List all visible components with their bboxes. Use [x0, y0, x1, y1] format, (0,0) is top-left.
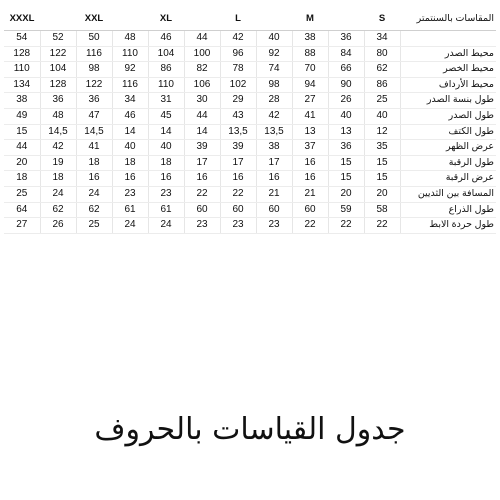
measurement-value-cell: 98 — [256, 77, 292, 93]
measurement-label-cell: طول بنسة الصدر — [400, 93, 496, 109]
table-row — [4, 108, 496, 124]
measurement-value-cell: 116 — [76, 46, 112, 62]
measurement-value-cell: 31 — [148, 93, 184, 109]
measurement-value-cell: 88 — [292, 46, 328, 62]
measurement-value-cell: 22 — [328, 218, 364, 234]
measurement-value-cell: 42 — [220, 31, 256, 47]
measurement-label-cell: محيط الخصر — [400, 62, 496, 78]
measurement-value-cell: 110 — [4, 62, 40, 78]
measurement-value-cell: 44 — [184, 108, 220, 124]
measurement-value-cell: 106 — [184, 77, 220, 93]
measurement-value-cell: 16 — [148, 171, 184, 187]
measurement-value-cell: 28 — [256, 93, 292, 109]
size-header-cell: S — [364, 8, 400, 31]
measurement-value-cell: 84 — [328, 46, 364, 62]
measurement-value-cell: 52 — [40, 31, 76, 47]
measurement-value-cell: 36 — [40, 93, 76, 109]
measurement-value-cell: 128 — [40, 77, 76, 93]
measurement-value-cell: 44 — [184, 31, 220, 47]
measurement-label-cell: طول حردة الابط — [400, 218, 496, 234]
measurement-value-cell: 14,5 — [76, 124, 112, 140]
measurement-value-cell: 17 — [184, 155, 220, 171]
measurement-value-cell: 64 — [4, 202, 40, 218]
measurement-value-cell: 23 — [220, 218, 256, 234]
measurement-value-cell: 98 — [76, 62, 112, 78]
measurement-value-cell: 61 — [112, 202, 148, 218]
measurement-value-cell: 22 — [220, 186, 256, 202]
measurement-value-cell: 38 — [292, 31, 328, 47]
measurement-value-cell: 18 — [4, 171, 40, 187]
measurement-value-cell: 23 — [148, 186, 184, 202]
measurement-value-cell: 40 — [328, 108, 364, 124]
measurement-value-cell: 110 — [148, 77, 184, 93]
size-header-cell: M — [292, 8, 328, 31]
measurement-value-cell: 42 — [40, 140, 76, 156]
measurement-unit-header: المقاسات بالسنتمتر — [400, 8, 496, 31]
measurement-value-cell: 24 — [76, 186, 112, 202]
measurement-value-cell: 59 — [328, 202, 364, 218]
measurement-value-cell: 36 — [328, 31, 364, 47]
measurement-value-cell: 16 — [76, 171, 112, 187]
measurement-value-cell: 22 — [364, 218, 400, 234]
measurement-value-cell: 62 — [76, 202, 112, 218]
table-row — [4, 31, 496, 47]
measurement-value-cell: 15 — [4, 124, 40, 140]
table-row — [4, 186, 496, 202]
measurement-value-cell: 26 — [40, 218, 76, 234]
measurement-value-cell: 13 — [292, 124, 328, 140]
measurement-value-cell: 24 — [40, 186, 76, 202]
size-header-cell — [40, 8, 76, 31]
measurement-value-cell: 23 — [184, 218, 220, 234]
measurement-value-cell: 13,5 — [220, 124, 256, 140]
measurement-value-cell: 104 — [148, 46, 184, 62]
table-row — [4, 155, 496, 171]
measurement-value-cell: 38 — [4, 93, 40, 109]
measurement-value-cell: 78 — [220, 62, 256, 78]
measurement-value-cell: 60 — [292, 202, 328, 218]
measurement-value-cell: 15 — [364, 155, 400, 171]
measurement-value-cell: 21 — [256, 186, 292, 202]
measurement-value-cell: 18 — [148, 155, 184, 171]
measurement-value-cell: 54 — [4, 31, 40, 47]
measurement-value-cell: 14,5 — [40, 124, 76, 140]
measurement-value-cell: 122 — [76, 77, 112, 93]
measurement-value-cell: 16 — [292, 155, 328, 171]
measurement-value-cell: 82 — [184, 62, 220, 78]
measurement-value-cell: 40 — [112, 140, 148, 156]
measurement-value-cell: 22 — [184, 186, 220, 202]
measurement-value-cell: 60 — [184, 202, 220, 218]
measurement-value-cell: 46 — [148, 31, 184, 47]
measurement-value-cell: 16 — [256, 171, 292, 187]
measurement-value-cell: 90 — [328, 77, 364, 93]
measurement-value-cell: 23 — [256, 218, 292, 234]
measurement-value-cell: 96 — [220, 46, 256, 62]
size-header-cell: L — [220, 8, 256, 31]
measurement-value-cell: 48 — [40, 108, 76, 124]
measurement-value-cell: 134 — [4, 77, 40, 93]
size-chart-table — [4, 8, 496, 234]
measurement-value-cell: 17 — [220, 155, 256, 171]
table-row — [4, 46, 496, 62]
size-header-row — [4, 8, 496, 31]
measurement-value-cell: 18 — [112, 155, 148, 171]
measurement-value-cell: 13,5 — [256, 124, 292, 140]
table-row — [4, 140, 496, 156]
measurement-value-cell: 19 — [40, 155, 76, 171]
measurement-value-cell: 24 — [148, 218, 184, 234]
measurement-label-cell: طول الكتف — [400, 124, 496, 140]
size-chart-sheet — [0, 0, 500, 230]
measurement-label-cell: طول الصدر — [400, 108, 496, 124]
measurement-value-cell: 20 — [364, 186, 400, 202]
table-row — [4, 218, 496, 234]
measurement-value-cell: 41 — [292, 108, 328, 124]
size-header-cell — [256, 8, 292, 31]
measurement-value-cell: 36 — [328, 140, 364, 156]
measurement-value-cell: 122 — [40, 46, 76, 62]
measurement-value-cell: 38 — [256, 140, 292, 156]
measurement-value-cell: 30 — [184, 93, 220, 109]
size-table-body — [4, 31, 496, 234]
measurement-value-cell: 48 — [112, 31, 148, 47]
measurement-value-cell: 22 — [292, 218, 328, 234]
measurement-value-cell: 25 — [364, 93, 400, 109]
measurement-value-cell: 18 — [40, 171, 76, 187]
measurement-value-cell: 42 — [256, 108, 292, 124]
measurement-value-cell: 17 — [256, 155, 292, 171]
measurement-value-cell: 50 — [76, 31, 112, 47]
measurement-label-cell: عرض الظهر — [400, 140, 496, 156]
measurement-value-cell: 44 — [4, 140, 40, 156]
measurement-value-cell: 21 — [292, 186, 328, 202]
measurement-value-cell: 20 — [328, 186, 364, 202]
measurement-value-cell: 12 — [364, 124, 400, 140]
size-header-cell: XL — [148, 8, 184, 31]
measurement-value-cell: 16 — [292, 171, 328, 187]
page-caption: جدول القياسات بالحروف — [94, 412, 406, 447]
measurement-value-cell: 14 — [184, 124, 220, 140]
measurement-value-cell: 18 — [76, 155, 112, 171]
measurement-value-cell: 45 — [148, 108, 184, 124]
measurement-value-cell: 60 — [256, 202, 292, 218]
measurement-value-cell: 58 — [364, 202, 400, 218]
measurement-value-cell: 15 — [328, 171, 364, 187]
size-header-cell: XXL — [76, 8, 112, 31]
size-header-cell — [112, 8, 148, 31]
measurement-value-cell: 49 — [4, 108, 40, 124]
measurement-value-cell: 128 — [4, 46, 40, 62]
measurement-value-cell: 34 — [112, 93, 148, 109]
measurement-value-cell: 104 — [40, 62, 76, 78]
measurement-value-cell: 46 — [112, 108, 148, 124]
table-row — [4, 62, 496, 78]
measurement-value-cell: 92 — [112, 62, 148, 78]
measurement-value-cell: 94 — [292, 77, 328, 93]
measurement-value-cell: 14 — [112, 124, 148, 140]
measurement-value-cell: 37 — [292, 140, 328, 156]
table-row — [4, 202, 496, 218]
measurement-value-cell: 13 — [328, 124, 364, 140]
measurement-value-cell: 86 — [364, 77, 400, 93]
measurement-value-cell: 24 — [112, 218, 148, 234]
measurement-value-cell: 16 — [112, 171, 148, 187]
measurement-value-cell: 16 — [184, 171, 220, 187]
measurement-value-cell: 15 — [364, 171, 400, 187]
measurement-value-cell: 25 — [76, 218, 112, 234]
measurement-label-cell: طول الذراع — [400, 202, 496, 218]
measurement-value-cell: 62 — [40, 202, 76, 218]
measurement-value-cell: 47 — [76, 108, 112, 124]
measurement-value-cell: 40 — [256, 31, 292, 47]
measurement-label-cell: عرض الرقبة — [400, 171, 496, 187]
table-row — [4, 93, 496, 109]
size-header-cell — [328, 8, 364, 31]
measurement-value-cell: 40 — [148, 140, 184, 156]
measurement-label-cell: محيط الأرداف — [400, 77, 496, 93]
measurement-value-cell: 20 — [4, 155, 40, 171]
measurement-value-cell: 36 — [76, 93, 112, 109]
measurement-value-cell: 80 — [364, 46, 400, 62]
measurement-value-cell: 116 — [112, 77, 148, 93]
measurement-value-cell: 14 — [148, 124, 184, 140]
measurement-value-cell: 62 — [364, 62, 400, 78]
measurement-value-cell: 40 — [364, 108, 400, 124]
measurement-value-cell: 61 — [148, 202, 184, 218]
measurement-label-cell: المسافة بين الثديين — [400, 186, 496, 202]
table-row — [4, 77, 496, 93]
measurement-value-cell: 23 — [112, 186, 148, 202]
table-row — [4, 171, 496, 187]
measurement-value-cell: 102 — [220, 77, 256, 93]
size-header-cell: XXXL — [4, 8, 40, 31]
measurement-value-cell: 29 — [220, 93, 256, 109]
size-header-cell — [184, 8, 220, 31]
measurement-label-cell: طول الرقبة — [400, 155, 496, 171]
measurement-value-cell: 39 — [184, 140, 220, 156]
measurement-value-cell: 26 — [328, 93, 364, 109]
measurement-label-cell: محيط الصدر — [400, 46, 496, 62]
measurement-value-cell: 43 — [220, 108, 256, 124]
measurement-value-cell: 86 — [148, 62, 184, 78]
measurement-value-cell: 70 — [292, 62, 328, 78]
measurement-value-cell: 41 — [76, 140, 112, 156]
measurement-value-cell: 34 — [364, 31, 400, 47]
measurement-value-cell: 27 — [4, 218, 40, 234]
measurement-value-cell: 35 — [364, 140, 400, 156]
measurement-value-cell: 100 — [184, 46, 220, 62]
measurement-value-cell: 60 — [220, 202, 256, 218]
measurement-value-cell: 66 — [328, 62, 364, 78]
measurement-label-cell — [400, 31, 496, 47]
measurement-value-cell: 92 — [256, 46, 292, 62]
measurement-value-cell: 39 — [220, 140, 256, 156]
measurement-value-cell: 27 — [292, 93, 328, 109]
measurement-value-cell: 25 — [4, 186, 40, 202]
table-row — [4, 124, 496, 140]
measurement-value-cell: 16 — [220, 171, 256, 187]
measurement-value-cell: 15 — [328, 155, 364, 171]
measurement-value-cell: 110 — [112, 46, 148, 62]
measurement-value-cell: 74 — [256, 62, 292, 78]
